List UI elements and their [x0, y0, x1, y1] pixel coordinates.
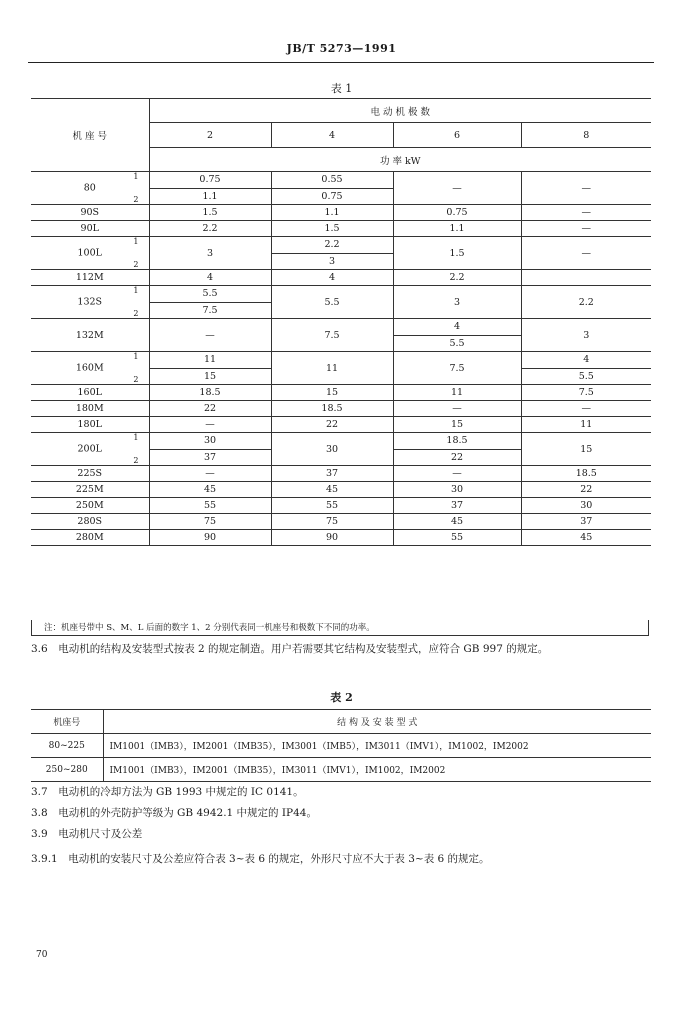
power-value: 5.5 [522, 368, 652, 385]
table-row [31, 466, 651, 482]
power-cell-p6: 0.75 [393, 205, 521, 221]
t2-col1-header: 机座号 [31, 710, 103, 734]
power-cell-p8: 11 [521, 417, 651, 433]
power-cell-p6: 37 [393, 498, 521, 514]
power-cell-p4 [271, 172, 393, 205]
power-value: 5.5 [394, 335, 521, 352]
frame-cell: 225M [31, 482, 149, 498]
power-table [31, 98, 651, 546]
power-cell-p2 [149, 172, 271, 205]
frame-cell [31, 286, 149, 319]
table-row [31, 385, 651, 401]
power-cell-p6: 1.5 [393, 237, 521, 270]
frame-cell: 90L [31, 221, 149, 237]
table-row [31, 433, 651, 466]
pole-group-header: 电 动 机 极 数 [149, 99, 651, 123]
power-value: 1.1 [150, 188, 271, 205]
power-cell-p8: — [521, 205, 651, 221]
table-row [31, 205, 651, 221]
power-cell-p2: — [149, 319, 271, 352]
t2-types-2: IM1001（IMB3），IM2001（IMB35），IM3011（IMV1），IM1002，IM2002 [103, 758, 651, 782]
power-cell-p6 [393, 319, 521, 352]
power-cell-p2: — [149, 466, 271, 482]
paragraph-3-8: 3.8 电动机的外壳防护等级为 GB 4942.1 中规定的 IP44。 [31, 807, 317, 819]
power-cell-p6: 45 [393, 514, 521, 530]
frame-cell [31, 352, 149, 385]
power-cell-p2: 55 [149, 498, 271, 514]
frame-cell: 250M [31, 498, 149, 514]
table-row [31, 319, 651, 352]
power-cell-p8: 37 [521, 514, 651, 530]
power-cell-p4 [271, 237, 393, 270]
power-cell-p6: 7.5 [393, 352, 521, 385]
pole-header-4: 4 [271, 123, 393, 148]
pole-header-6: 6 [393, 123, 521, 148]
power-cell-p2 [149, 352, 271, 385]
power-cell-p8: 2.2 [521, 286, 651, 319]
power-cell-p8: 18.5 [521, 466, 651, 482]
power-value: 4 [453, 321, 461, 333]
table-row [31, 270, 651, 286]
power-cell-p4: 11 [271, 352, 393, 385]
power-cell-p2 [149, 286, 271, 319]
power-cell-p6: 55 [393, 530, 521, 546]
frame-sub-1: 1 [133, 433, 139, 442]
power-value: 37 [150, 449, 271, 466]
frame-cell: 112M [31, 270, 149, 286]
frame-cell: 280S [31, 514, 149, 530]
frame-sub-2: 2 [133, 309, 139, 318]
frame-cell [31, 237, 149, 270]
power-cell-p8: 3 [521, 319, 651, 352]
frame-cell [31, 172, 149, 205]
power-cell-p8: — [521, 237, 651, 270]
power-cell-p4: 30 [271, 433, 393, 466]
frame-label: 200L [77, 443, 102, 455]
t2-frame-2: 250~280 [31, 758, 103, 782]
power-cell-p4: 5.5 [271, 286, 393, 319]
power-cell-p8: 45 [521, 530, 651, 546]
frame-sub-1: 1 [133, 352, 139, 361]
table2-caption: 表 2 [330, 691, 353, 704]
unit-header: 功 率 kW [149, 148, 651, 172]
table-row [31, 352, 651, 385]
power-cell-p8: 7.5 [521, 385, 651, 401]
table-row [31, 221, 651, 237]
power-cell-p8 [521, 270, 651, 286]
power-cell-p6: — [393, 172, 521, 205]
power-cell-p2: 90 [149, 530, 271, 546]
power-cell-p2: — [149, 417, 271, 433]
power-cell-p2: 4 [149, 270, 271, 286]
frame-cell: 280M [31, 530, 149, 546]
power-cell-p2: 2.2 [149, 221, 271, 237]
frame-label: 132S [77, 296, 103, 308]
frame-sub-1: 1 [133, 172, 139, 181]
table-row [31, 482, 651, 498]
power-cell-p4: 22 [271, 417, 393, 433]
power-cell-p2: 3 [149, 237, 271, 270]
power-cell-p6: 2.2 [393, 270, 521, 286]
frame-sub-2: 2 [133, 260, 139, 269]
pole-header-2: 2 [149, 123, 271, 148]
power-cell-p2 [149, 433, 271, 466]
paragraph-3-6: 3.6 电动机的结构及安装型式按表 2 的规定制造。用户若需要其它结构及安装型式，应符合 GB 997 的规定。 [31, 643, 549, 655]
power-cell-p4: 45 [271, 482, 393, 498]
standard-header: JB/T 5273—1991 [286, 42, 397, 55]
table1-note: 注：机座号带中 S、M、L 后面的数字 1、2 分别代表同一机座号和极数下不同的功率。 [31, 620, 649, 636]
power-cell-p4: 18.5 [271, 401, 393, 417]
power-value: 4 [583, 354, 590, 366]
power-cell-p8: 15 [521, 433, 651, 466]
power-cell-p4: 55 [271, 498, 393, 514]
power-cell-p2: 22 [149, 401, 271, 417]
frame-sub-2: 2 [133, 195, 139, 204]
power-value: 7.5 [150, 302, 271, 319]
power-cell-p8: — [521, 221, 651, 237]
power-cell-p4: 15 [271, 385, 393, 401]
power-cell-p2: 75 [149, 514, 271, 530]
power-cell-p4: 1.1 [271, 205, 393, 221]
frame-sub-2: 2 [133, 456, 139, 465]
power-cell-p6: — [393, 401, 521, 417]
pole-header-8: 8 [521, 123, 651, 148]
frame-label: 100L [77, 247, 102, 259]
power-cell-p4: 7.5 [271, 319, 393, 352]
paragraph-3-9: 3.9 电动机尺寸及公差 [31, 828, 143, 840]
power-value: 0.55 [321, 174, 343, 186]
frame-cell: 90S [31, 205, 149, 221]
power-cell-p6: 15 [393, 417, 521, 433]
t2-col2-header: 结 构 及 安 装 型 式 [103, 710, 651, 734]
table-row [31, 514, 651, 530]
table-row [31, 401, 651, 417]
paragraph-3-9-1: 3.9.1 电动机的安装尺寸及公差应符合表 3~表 6 的规定，外形尺寸应不大于表 3~表 6 的规定。 [31, 853, 490, 865]
power-cell-p8: 30 [521, 498, 651, 514]
power-cell-p8: 22 [521, 482, 651, 498]
table-row [31, 530, 651, 546]
power-value: 30 [203, 435, 217, 447]
power-value: 0.75 [199, 174, 221, 186]
table1-caption: 表 1 [330, 82, 353, 95]
power-cell-p4: 4 [271, 270, 393, 286]
page-number: 70 [36, 950, 48, 960]
power-cell-p8: — [521, 401, 651, 417]
frame-cell: 160L [31, 385, 149, 401]
frame-cell: 225S [31, 466, 149, 482]
power-cell-p4: 90 [271, 530, 393, 546]
power-cell-p6: 11 [393, 385, 521, 401]
power-cell-p8: — [521, 172, 651, 205]
power-cell-p6: — [393, 466, 521, 482]
paragraph-3-7: 3.7 电动机的冷却方法为 GB 1993 中规定的 IC 0141。 [31, 786, 304, 798]
t2-frame-1: 80~225 [31, 734, 103, 758]
mounting-table [31, 709, 651, 782]
power-cell-p6: 1.1 [393, 221, 521, 237]
frame-cell: 132M [31, 319, 149, 352]
power-cell-p2: 18.5 [149, 385, 271, 401]
table-row [31, 417, 651, 433]
frame-cell: 180M [31, 401, 149, 417]
frame-cell [31, 433, 149, 466]
frame-sub-2: 2 [133, 375, 139, 384]
frame-cell: 180L [31, 417, 149, 433]
power-value: 5.5 [202, 288, 218, 300]
table-row [31, 498, 651, 514]
frame-sub-1: 1 [133, 286, 139, 295]
power-cell-p4: 75 [271, 514, 393, 530]
power-value: 18.5 [446, 435, 468, 447]
frame-label: 80 [83, 182, 96, 194]
power-value: 15 [150, 368, 271, 385]
power-cell-p6: 3 [393, 286, 521, 319]
power-value: 11 [203, 354, 217, 366]
power-value: 0.75 [272, 188, 393, 205]
power-cell-p2: 1.5 [149, 205, 271, 221]
t2-types-1: IM1001（IMB3），IM2001（IMB35），IM3001（IMB5），IM3011（IMV1），IM1002，IM2002 [103, 734, 651, 758]
power-value: 3 [272, 253, 393, 270]
power-cell-p8 [521, 352, 651, 385]
table-row [31, 286, 651, 319]
header-rule [28, 62, 654, 63]
table-row [31, 172, 651, 205]
corner-label: 机 座 号 [31, 99, 149, 172]
power-cell-p6 [393, 433, 521, 466]
power-cell-p6: 30 [393, 482, 521, 498]
frame-label: 160M [75, 362, 104, 374]
power-value: 2.2 [324, 239, 340, 251]
frame-sub-1: 1 [133, 237, 139, 246]
power-cell-p4: 1.5 [271, 221, 393, 237]
power-cell-p2: 45 [149, 482, 271, 498]
power-cell-p4: 37 [271, 466, 393, 482]
power-value: 22 [394, 449, 521, 466]
table-row [31, 237, 651, 270]
